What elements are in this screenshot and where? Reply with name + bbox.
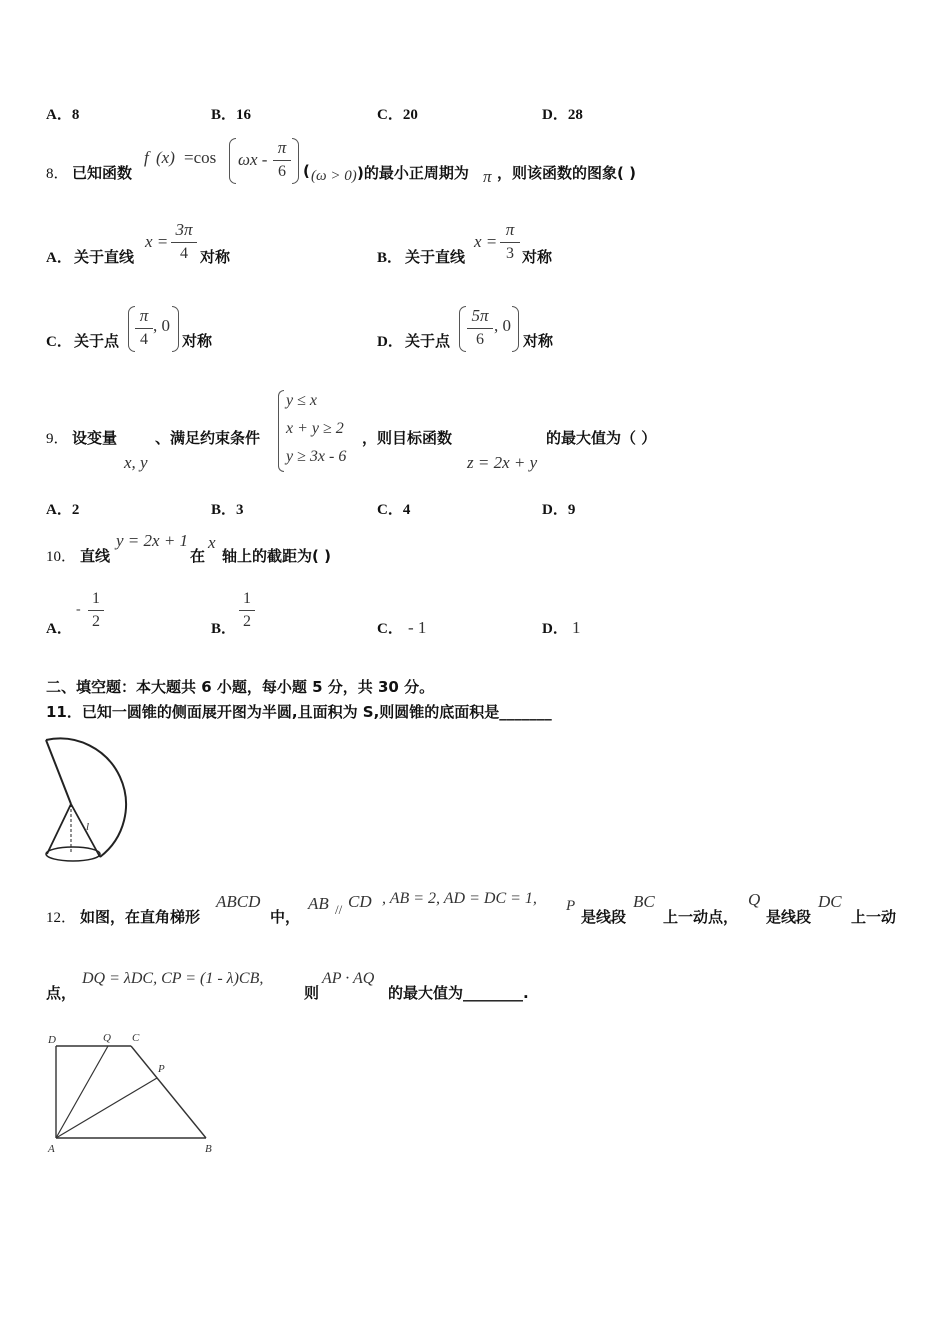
segment-ap: [56, 1078, 157, 1138]
vertex-label-a: A: [48, 1143, 55, 1155]
vertex-label-d: D: [48, 1034, 56, 1046]
q11-cone-figure: [40, 726, 152, 866]
semicircle-arc: [46, 738, 126, 857]
q8-func-eq: =cos: [184, 148, 217, 167]
section-heading: 二、填空题：本大题共 6 小题，每小题 5 分，共 30 分。: [46, 678, 435, 696]
q9-option-b: B．3: [211, 502, 244, 518]
q8-func-lhs: f: [144, 148, 149, 167]
slant-label-l: l: [86, 821, 90, 833]
q8-func-arg: ωx -: [238, 150, 268, 169]
segment-aq: [56, 1046, 108, 1138]
q9-option-c: C．4: [377, 502, 411, 518]
edge-cb: [131, 1046, 206, 1138]
q8-lead: 已知函数: [72, 164, 133, 182]
q7-option-a: A．8: [46, 107, 80, 123]
q9-system-brace: [278, 390, 284, 472]
q7-option-b: B．16: [211, 107, 252, 123]
q8-right-paren: [292, 138, 299, 184]
q9-vars: x, y: [124, 453, 148, 472]
q8-period: π: [483, 167, 492, 186]
q8-middle: )的最小正周期为: [357, 164, 469, 182]
vertex-label-p: P: [158, 1063, 165, 1075]
q8-left-paren: [229, 138, 236, 184]
q8-condition: (ω > 0): [311, 168, 357, 184]
q9-option-d: D．9: [542, 502, 576, 518]
q12-trapezoid-figure: [40, 1026, 220, 1156]
q8-func-paren: (x): [156, 148, 175, 167]
vertex-label-q: Q: [103, 1032, 111, 1044]
q9-option-a: A．2: [46, 502, 80, 518]
vertex-label-c: C: [132, 1032, 140, 1044]
vertex-label-b: B: [205, 1143, 212, 1155]
q9-objective: z = 2x + y: [467, 453, 538, 472]
q8-func-frac: π 6: [273, 138, 291, 181]
cone-base-front: [46, 847, 100, 861]
q8-tail: ，则该函数的图象( ): [497, 164, 636, 182]
q8-number: 8．: [46, 166, 69, 182]
q11-stem: 11．已知一圆锥的侧面展开图为半圆,且面积为 S,则圆锥的底面积是_______: [46, 703, 552, 721]
q7-option-c: C．20: [377, 107, 418, 123]
q7-option-d: D．28: [542, 107, 583, 123]
semicircle-diameter: [46, 740, 71, 804]
